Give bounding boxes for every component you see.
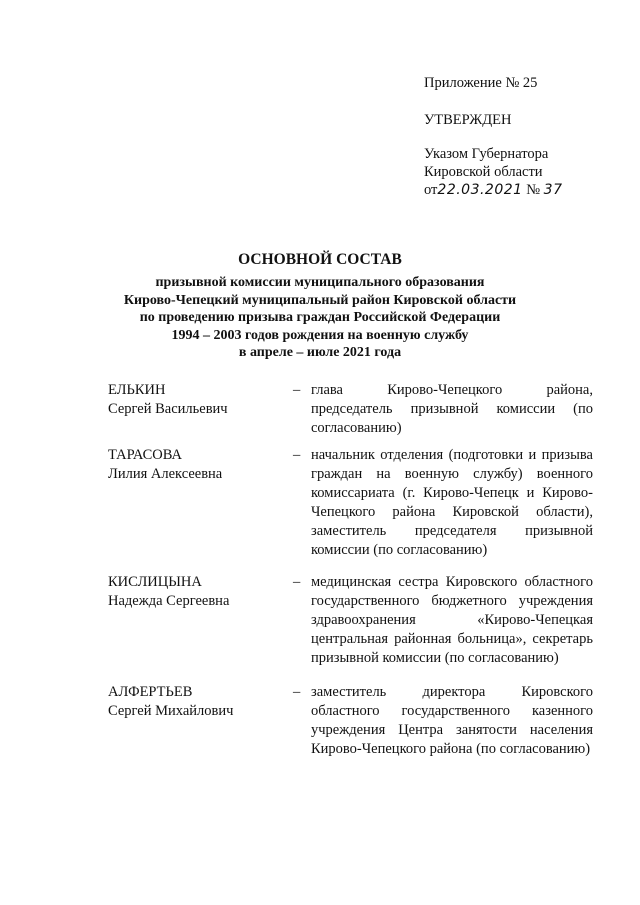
number-prefix: № bbox=[526, 182, 541, 198]
title-line-2: Кирово-Чепецкий муниципальный район Кировской области bbox=[123, 292, 517, 308]
member-dash: – bbox=[293, 382, 301, 398]
member-given-name: Сергей Михайлович bbox=[108, 703, 234, 719]
member-surname: АЛФЕРТЬЕВ bbox=[108, 684, 193, 700]
member-given-name: Надежда Сергеевна bbox=[108, 593, 230, 609]
date-prefix: от bbox=[424, 182, 438, 198]
member-dash: – bbox=[293, 684, 301, 700]
member-surname: ТАРАСОВА bbox=[108, 447, 182, 463]
title-line-1: призывной комиссии муниципального образования bbox=[155, 275, 485, 290]
member-given-name: Сергей Васильевич bbox=[108, 401, 228, 417]
member-name bbox=[108, 446, 283, 484]
appendix-label: Приложение № 25 bbox=[424, 75, 538, 91]
title-line-5: в апреле – июле 2021 года bbox=[238, 345, 402, 360]
member-given-name: Лилия Алексеевна bbox=[108, 466, 223, 482]
title-line-3: по проведению призыва граждан Российской Федерации bbox=[139, 310, 501, 325]
handwritten-date: 22.03.2021 bbox=[437, 182, 523, 198]
title-main: ОСНОВНОЙ СОСТАВ bbox=[238, 251, 402, 268]
member-dash: – bbox=[293, 447, 301, 463]
handwritten-number: 37 bbox=[543, 182, 563, 198]
decree-line-1: Указом Губернатора bbox=[424, 146, 549, 162]
member-surname: КИСЛИЦЫНА bbox=[108, 574, 202, 590]
member-name bbox=[108, 381, 283, 419]
member-position: глава Кирово-Чепецкого района, председатель призывной комиссии (по согласованию) bbox=[311, 382, 593, 436]
member-dash: – bbox=[293, 574, 301, 590]
member-position: заместитель директора Кировского областного государственного казенного учреждения Центра занятости населения Кирово-Чепецкого района (по согласованию) bbox=[311, 684, 593, 757]
member-surname: ЕЛЬКИН bbox=[108, 382, 166, 398]
member-name bbox=[108, 683, 283, 721]
decree-line-2: Кировской области bbox=[424, 164, 543, 180]
member-name bbox=[108, 573, 283, 611]
member-position: медицинская сестра Кировского областного государственного бюджетного учреждения здравоохранения «Кирово-Чепецкая центральная районная больница», секретарь призывной комиссии (по согласованию) bbox=[311, 574, 593, 666]
member-position: начальник отделения (подготовки и призыва граждан на военную службу) военного комиссариата (г. Кирово-Чепецк и Кирово-Чепецкого района Кировской области), заместитель председателя призывной комиссии (по согласованию) bbox=[311, 447, 593, 558]
title-line-4: 1994 – 2003 годов рождения на военную службу bbox=[171, 327, 469, 343]
approved-label: УТВЕРЖДЕН bbox=[424, 112, 512, 128]
